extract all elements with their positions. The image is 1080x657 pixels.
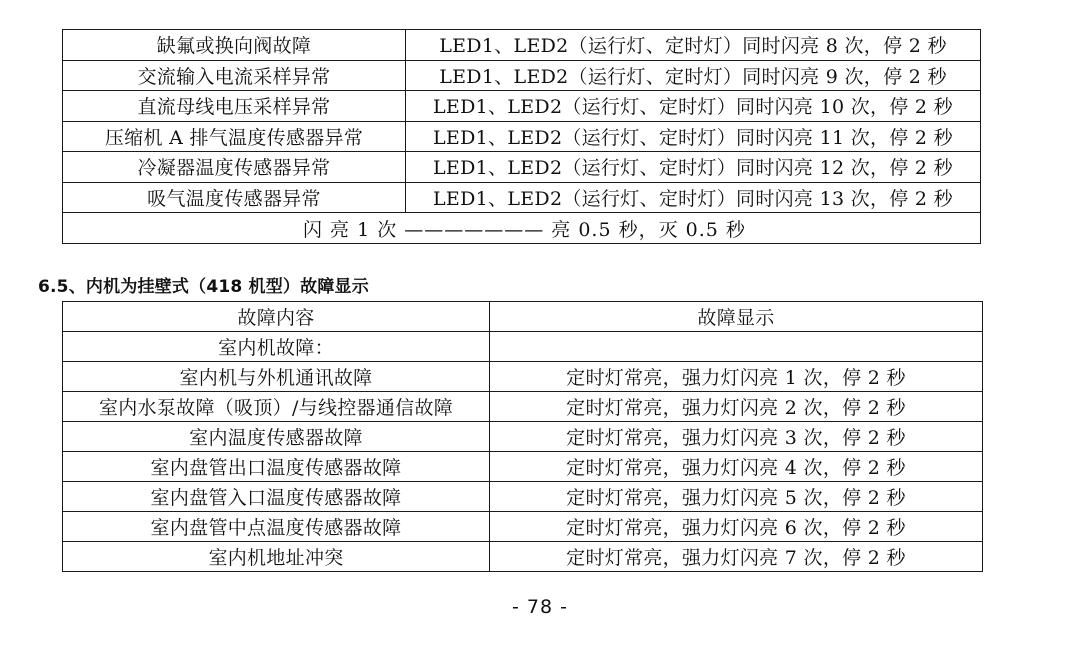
table-row — [63, 392, 983, 422]
fault-content-cell: 直流母线电压采样异常 — [63, 91, 406, 122]
flash-legend-cell: 闪 亮 1 次 ——————— 亮 0.5 秒，灭 0.5 秒 — [63, 213, 981, 244]
column-header-fault-content: 故障内容 — [63, 302, 490, 332]
fault-display-cell: 定时灯常亮，强力灯闪亮 6 次，停 2 秒 — [490, 512, 983, 542]
table-row — [63, 482, 983, 512]
fault-content-cell: 室内温度传感器故障 — [63, 422, 490, 452]
fault-content-cell: 缺氟或换向阀故障 — [63, 30, 406, 61]
fault-content-cell: 压缩机 A 排气温度传感器异常 — [63, 121, 406, 152]
fault-display-cell: 定时灯常亮，强力灯闪亮 1 次，停 2 秒 — [490, 362, 983, 392]
fault-display-cell: 定时灯常亮，强力灯闪亮 5 次，停 2 秒 — [490, 482, 983, 512]
fault-display-cell — [490, 332, 983, 362]
fault-display-cell: LED1、LED2（运行灯、定时灯）同时闪亮 10 次，停 2 秒 — [406, 91, 981, 122]
fault-display-cell: LED1、LED2（运行灯、定时灯）同时闪亮 12 次，停 2 秒 — [406, 152, 981, 183]
fault-display-cell: LED1、LED2（运行灯、定时灯）同时闪亮 13 次，停 2 秒 — [406, 182, 981, 213]
table-row — [63, 542, 983, 572]
table-row — [63, 60, 981, 91]
fault-display-cell: 定时灯常亮，强力灯闪亮 4 次，停 2 秒 — [490, 452, 983, 482]
fault-content-cell: 室内盘管出口温度传感器故障 — [63, 452, 490, 482]
fault-display-cell: LED1、LED2（运行灯、定时灯）同时闪亮 11 次，停 2 秒 — [406, 121, 981, 152]
table-row — [63, 512, 983, 542]
fault-content-cell: 室内机地址冲突 — [63, 542, 490, 572]
fault-display-cell: 定时灯常亮，强力灯闪亮 2 次，停 2 秒 — [490, 392, 983, 422]
fault-content-cell: 室内机与外机通讯故障 — [63, 362, 490, 392]
fault-display-cell: 定时灯常亮，强力灯闪亮 3 次，停 2 秒 — [490, 422, 983, 452]
fault-content-cell: 室内盘管中点温度传感器故障 — [63, 512, 490, 542]
page-number: - 78 - — [512, 596, 568, 618]
fault-display-cell: LED1、LED2（运行灯、定时灯）同时闪亮 9 次，停 2 秒 — [406, 60, 981, 91]
fault-content-cell: 冷凝器温度传感器异常 — [63, 152, 406, 183]
table-row — [63, 121, 981, 152]
fault-table-indoor — [62, 301, 983, 572]
fault-content-cell: 交流输入电流采样异常 — [63, 60, 406, 91]
table-row — [63, 152, 981, 183]
table-row — [63, 422, 983, 452]
column-header-fault-display: 故障显示 — [490, 302, 983, 332]
table-row — [63, 452, 983, 482]
fault-display-cell: 定时灯常亮，强力灯闪亮 7 次，停 2 秒 — [490, 542, 983, 572]
fault-content-cell: 吸气温度传感器异常 — [63, 182, 406, 213]
table-row — [63, 182, 981, 213]
section-heading: 6.5、内机为挂壁式（418 机型）故障显示 — [38, 277, 369, 297]
fault-content-cell: 室内水泵故障（吸顶）/与线控器通信故障 — [63, 392, 490, 422]
table-row — [63, 332, 983, 362]
table-row — [63, 30, 981, 61]
fault-content-cell: 室内机故障： — [63, 332, 490, 362]
table-row — [63, 91, 981, 122]
table-header-row — [63, 302, 983, 332]
fault-table-outdoor — [62, 29, 981, 244]
fault-content-cell: 室内盘管入口温度传感器故障 — [63, 482, 490, 512]
table-row — [63, 362, 983, 392]
fault-display-cell: LED1、LED2（运行灯、定时灯）同时闪亮 8 次，停 2 秒 — [406, 30, 981, 61]
table-footnote-row — [63, 213, 981, 244]
